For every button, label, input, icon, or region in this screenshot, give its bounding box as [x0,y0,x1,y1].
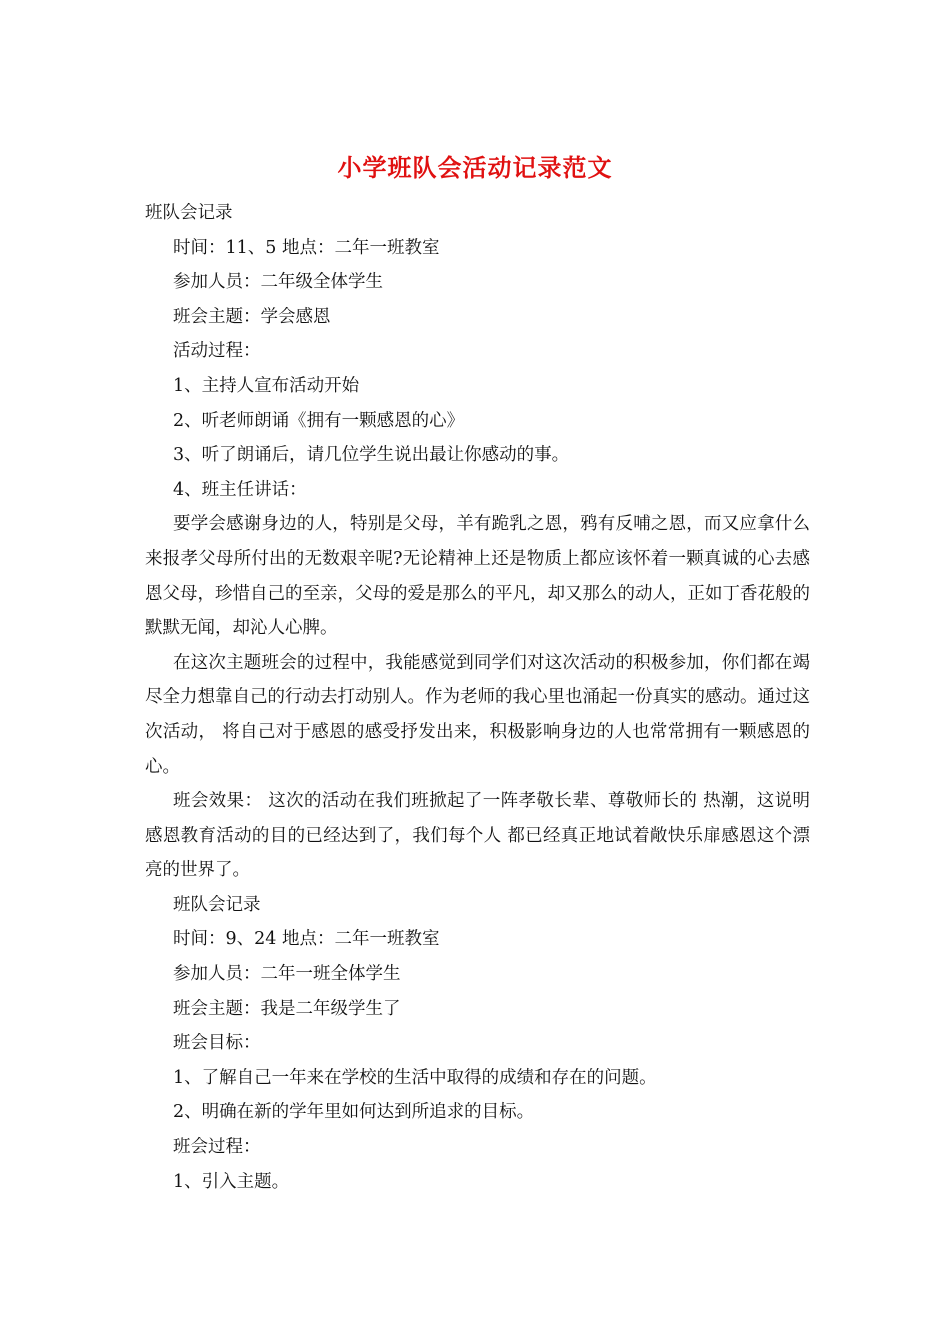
participants-line: 参加人员：二年级全体学生 [173,272,383,293]
section-heading: 班队会记录 [173,894,261,915]
list-item: 2、明确在新的学年里如何达到所追求的目标。 [173,1102,535,1123]
participants-line: 参加人员：二年一班全体学生 [173,964,401,985]
list-item: 2、听老师朗诵《拥有一颗感恩的心》 [173,410,465,431]
section-heading: 班队会记录 [145,203,233,223]
theme-line: 班会主题：学会感恩 [173,306,331,327]
list-item: 1、引入主题。 [173,1171,290,1192]
paragraph: 班会效果： 这次的活动在我们班掀起了一阵孝敬长辈、尊敬师长的 热潮，这说明感恩教育活动的目的已经达到了，我们每个人 都已经真正地试着敞快乐扉感恩这个漂亮的世界了。 [145,791,810,881]
theme-line: 班会主题：我是二年级学生了 [173,998,401,1019]
time-location-line: 时间：11、5 地点：二年一班教室 [173,237,440,258]
list-item: 1、主持人宣布活动开始 [173,375,360,396]
paragraph: 要学会感谢身边的人，特别是父母，羊有跪乳之恩，鸦有反哺之恩，而又应拿什么来报孝父母所付出的无数艰辛呢?无论精神上还是物质上都应该怀着一颗真诚的心去感恩父母，珍惜自己的至亲，父母的爱是那么的平凡，却又那么的动人，正如丁香花般的默默无闻，却沁人心脾。 [145,514,810,639]
goals-heading: 班会目标： [173,1033,261,1054]
list-item: 1、了解自己一年来在学校的生活中取得的成绩和存在的问题。 [173,1067,657,1088]
paragraph: 在这次主题班会的过程中，我能感觉到同学们对这次活动的积极参加，你们都在竭尽全力想靠自己的行动去打动别人。作为老师的我心里也涌起一份真实的感动。通过这次活动， 将自己对于感恩的感受抒发出来，积极影响身边的人也常常拥有一颗感恩的心。 [145,652,810,777]
document-title: 小学班队会活动记录范文 [337,153,613,182]
time-location-line: 时间：9、24 地点：二年一班教室 [173,929,440,950]
process-heading: 活动过程： [173,341,261,362]
document-body [145,196,810,1199]
list-item: 4、班主任讲话： [173,479,307,500]
list-item: 3、听了朗诵后，请几位学生说出最让你感动的事。 [173,445,570,466]
process-heading: 班会过程： [173,1137,261,1158]
